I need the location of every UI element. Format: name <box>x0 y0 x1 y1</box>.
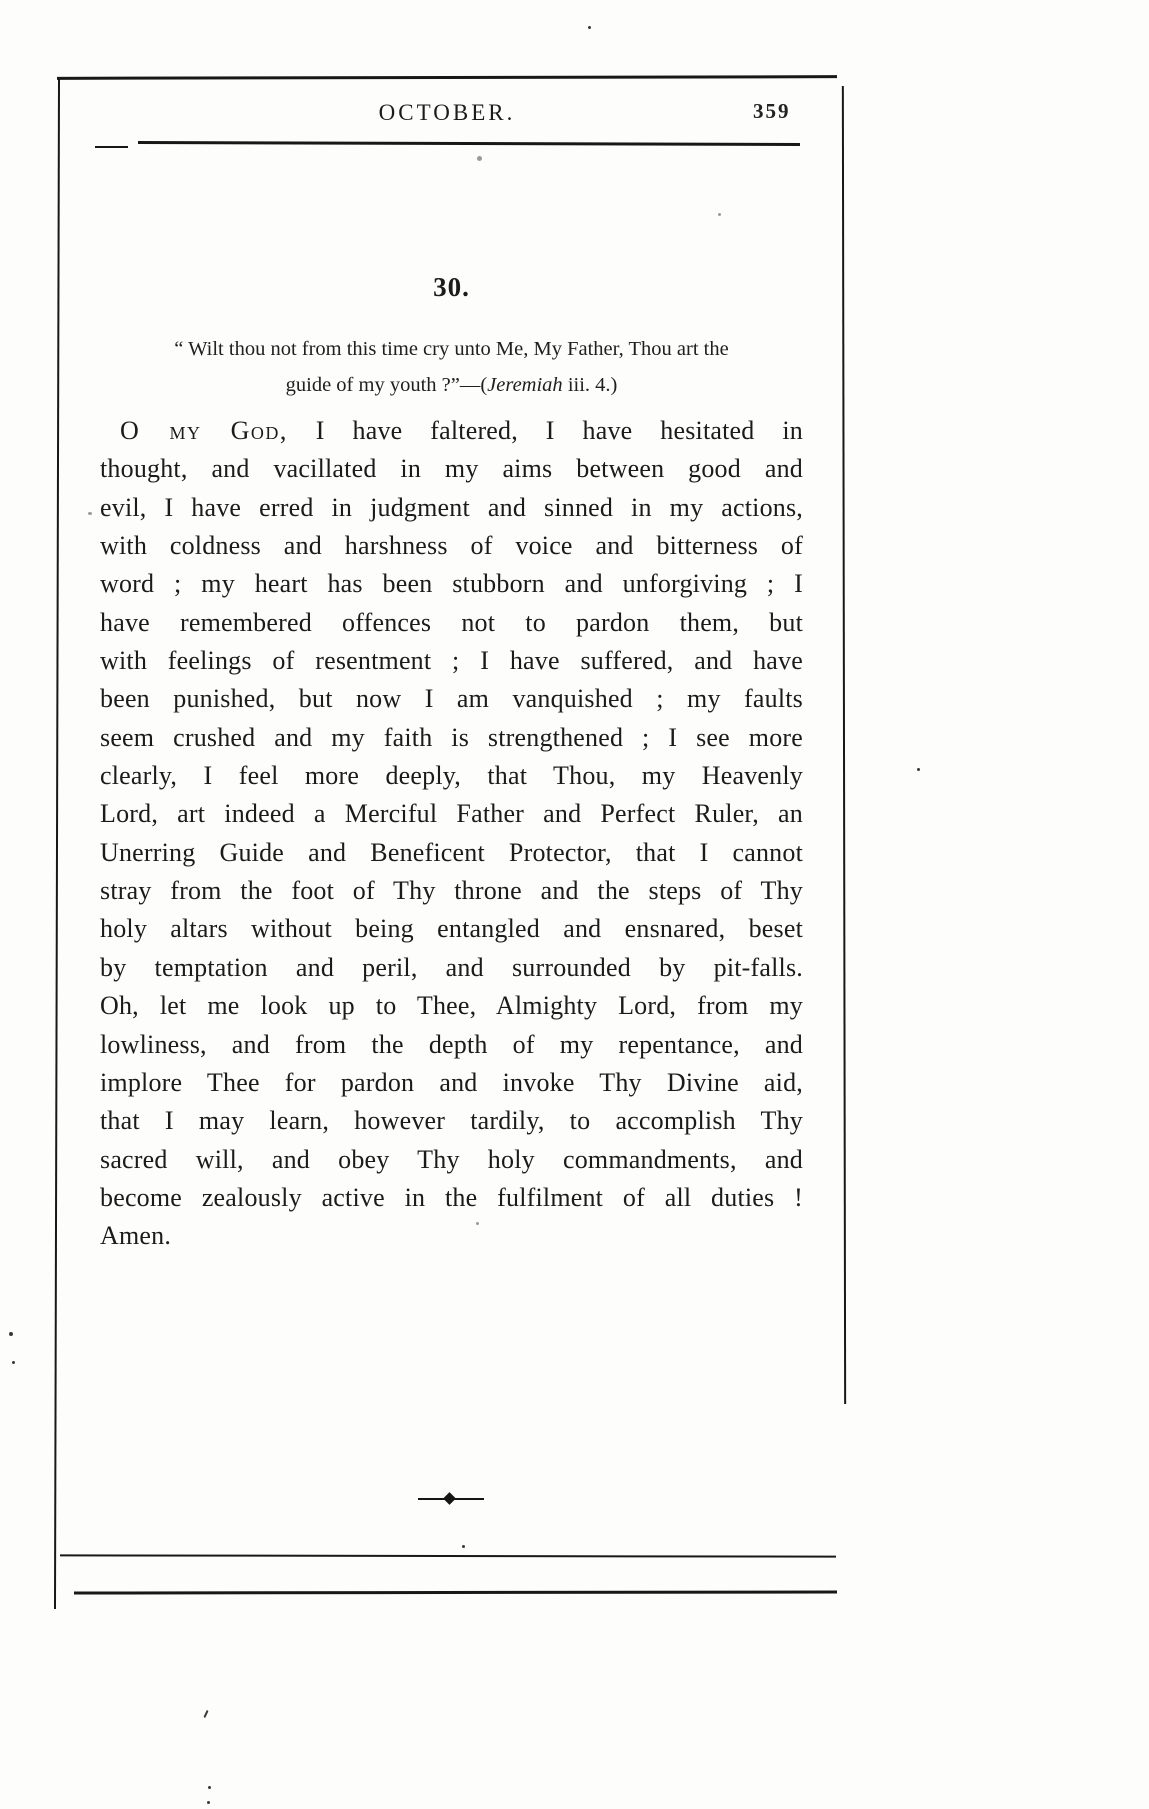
pen-tick <box>203 1710 208 1718</box>
ink-speck <box>476 1222 479 1225</box>
prayer-closing-line: Amen. <box>100 1221 172 1251</box>
epigraph-source: Jeremiah <box>487 374 563 396</box>
prayer-line: thought, and vacillated in my aims between good and <box>100 454 803 484</box>
ink-speck <box>477 156 482 161</box>
ink-speck <box>12 1361 15 1364</box>
prayer-line: sacred will, and obey Thy holy commandments, and <box>100 1144 803 1174</box>
prayer-line: implore Thee for pardon and invoke Thy Divine aid, <box>100 1067 803 1097</box>
prayer-opening-rest: I have faltered, I have hesitated in <box>287 416 803 445</box>
ink-speck <box>207 1801 210 1804</box>
epigraph-line-2 <box>88 367 815 403</box>
prayer-line: Lord, art indeed a Merciful Father and Perfect Ruler, an <box>100 799 803 829</box>
ink-speck <box>917 768 920 771</box>
prayer-line: been punished, but now I am vanquished ; my faults <box>100 684 803 714</box>
ink-speck <box>88 512 92 515</box>
header-rule <box>138 141 800 146</box>
prayer-line: with feelings of resentment ; I have suffered, and have <box>100 646 803 676</box>
page-border-bottom-inner <box>60 1554 836 1557</box>
prayer-line: seem crushed and my faith is strengthened ; I see more <box>100 722 803 752</box>
page-border-left <box>54 77 60 1609</box>
prayer-line: Unerring Guide and Beneficent Protector, that I cannot <box>100 837 803 867</box>
epigraph <box>88 331 815 403</box>
divider-diamond-icon <box>443 1492 456 1505</box>
epigraph-quote-end: guide of my youth ?”—( <box>285 374 488 396</box>
prayer-line: stray from the foot of Thy throne and the steps of Thy <box>100 876 803 906</box>
page-border-bottom-outer <box>74 1590 837 1594</box>
ink-speck <box>9 1332 13 1336</box>
prayer-line: by temptation and peril, and surrounded by pit-falls. <box>100 952 803 982</box>
prayer-line: have remembered offences not to pardon them, but <box>100 607 803 637</box>
prayer-line: that I may learn, however tardily, to accomplish Thy <box>100 1106 803 1136</box>
prayer-line: become zealously active in the fulfilment of all duties ! <box>100 1182 803 1212</box>
prayer-line: holy altars without being entangled and ensnared, beset <box>100 914 803 944</box>
ink-speck <box>462 1545 465 1548</box>
page-border-right <box>842 86 846 1404</box>
prayer-opening-line <box>100 412 803 450</box>
prayer-line: evil, I have erred in judgment and sinned in my actions, <box>100 492 803 522</box>
prayer-lines <box>100 450 803 1217</box>
header-rule-dash <box>95 146 128 148</box>
page-number: 359 <box>753 99 791 123</box>
prayer-line: clearly, I feel more deeply, that Thou, my Heavenly <box>100 761 803 791</box>
prayer-line: with coldness and harshness of voice and bitterness of <box>100 531 803 561</box>
section-number: 30. <box>433 272 470 302</box>
epigraph-line-1: “ Wilt thou not from this time cry unto Me, My Father, Thou art the <box>174 338 729 360</box>
section-divider-ornament <box>418 1493 484 1505</box>
prayer-line: lowliness, and from the depth of my repentance, and <box>100 1029 803 1059</box>
ink-speck <box>588 26 591 29</box>
page-border-top <box>57 75 837 80</box>
running-header-title: OCTOBER. <box>378 100 516 125</box>
epigraph-citation: iii. 4.) <box>562 374 618 396</box>
ink-speck <box>208 1786 211 1789</box>
prayer-line: Oh, let me look up to Thee, Almighty Lord, from my <box>100 991 803 1021</box>
prayer-body <box>100 412 803 1256</box>
ink-speck <box>718 213 721 216</box>
prayer-invocation: O my God, <box>120 416 288 445</box>
prayer-line: word ; my heart has been stubborn and unforgiving ; I <box>100 569 803 599</box>
